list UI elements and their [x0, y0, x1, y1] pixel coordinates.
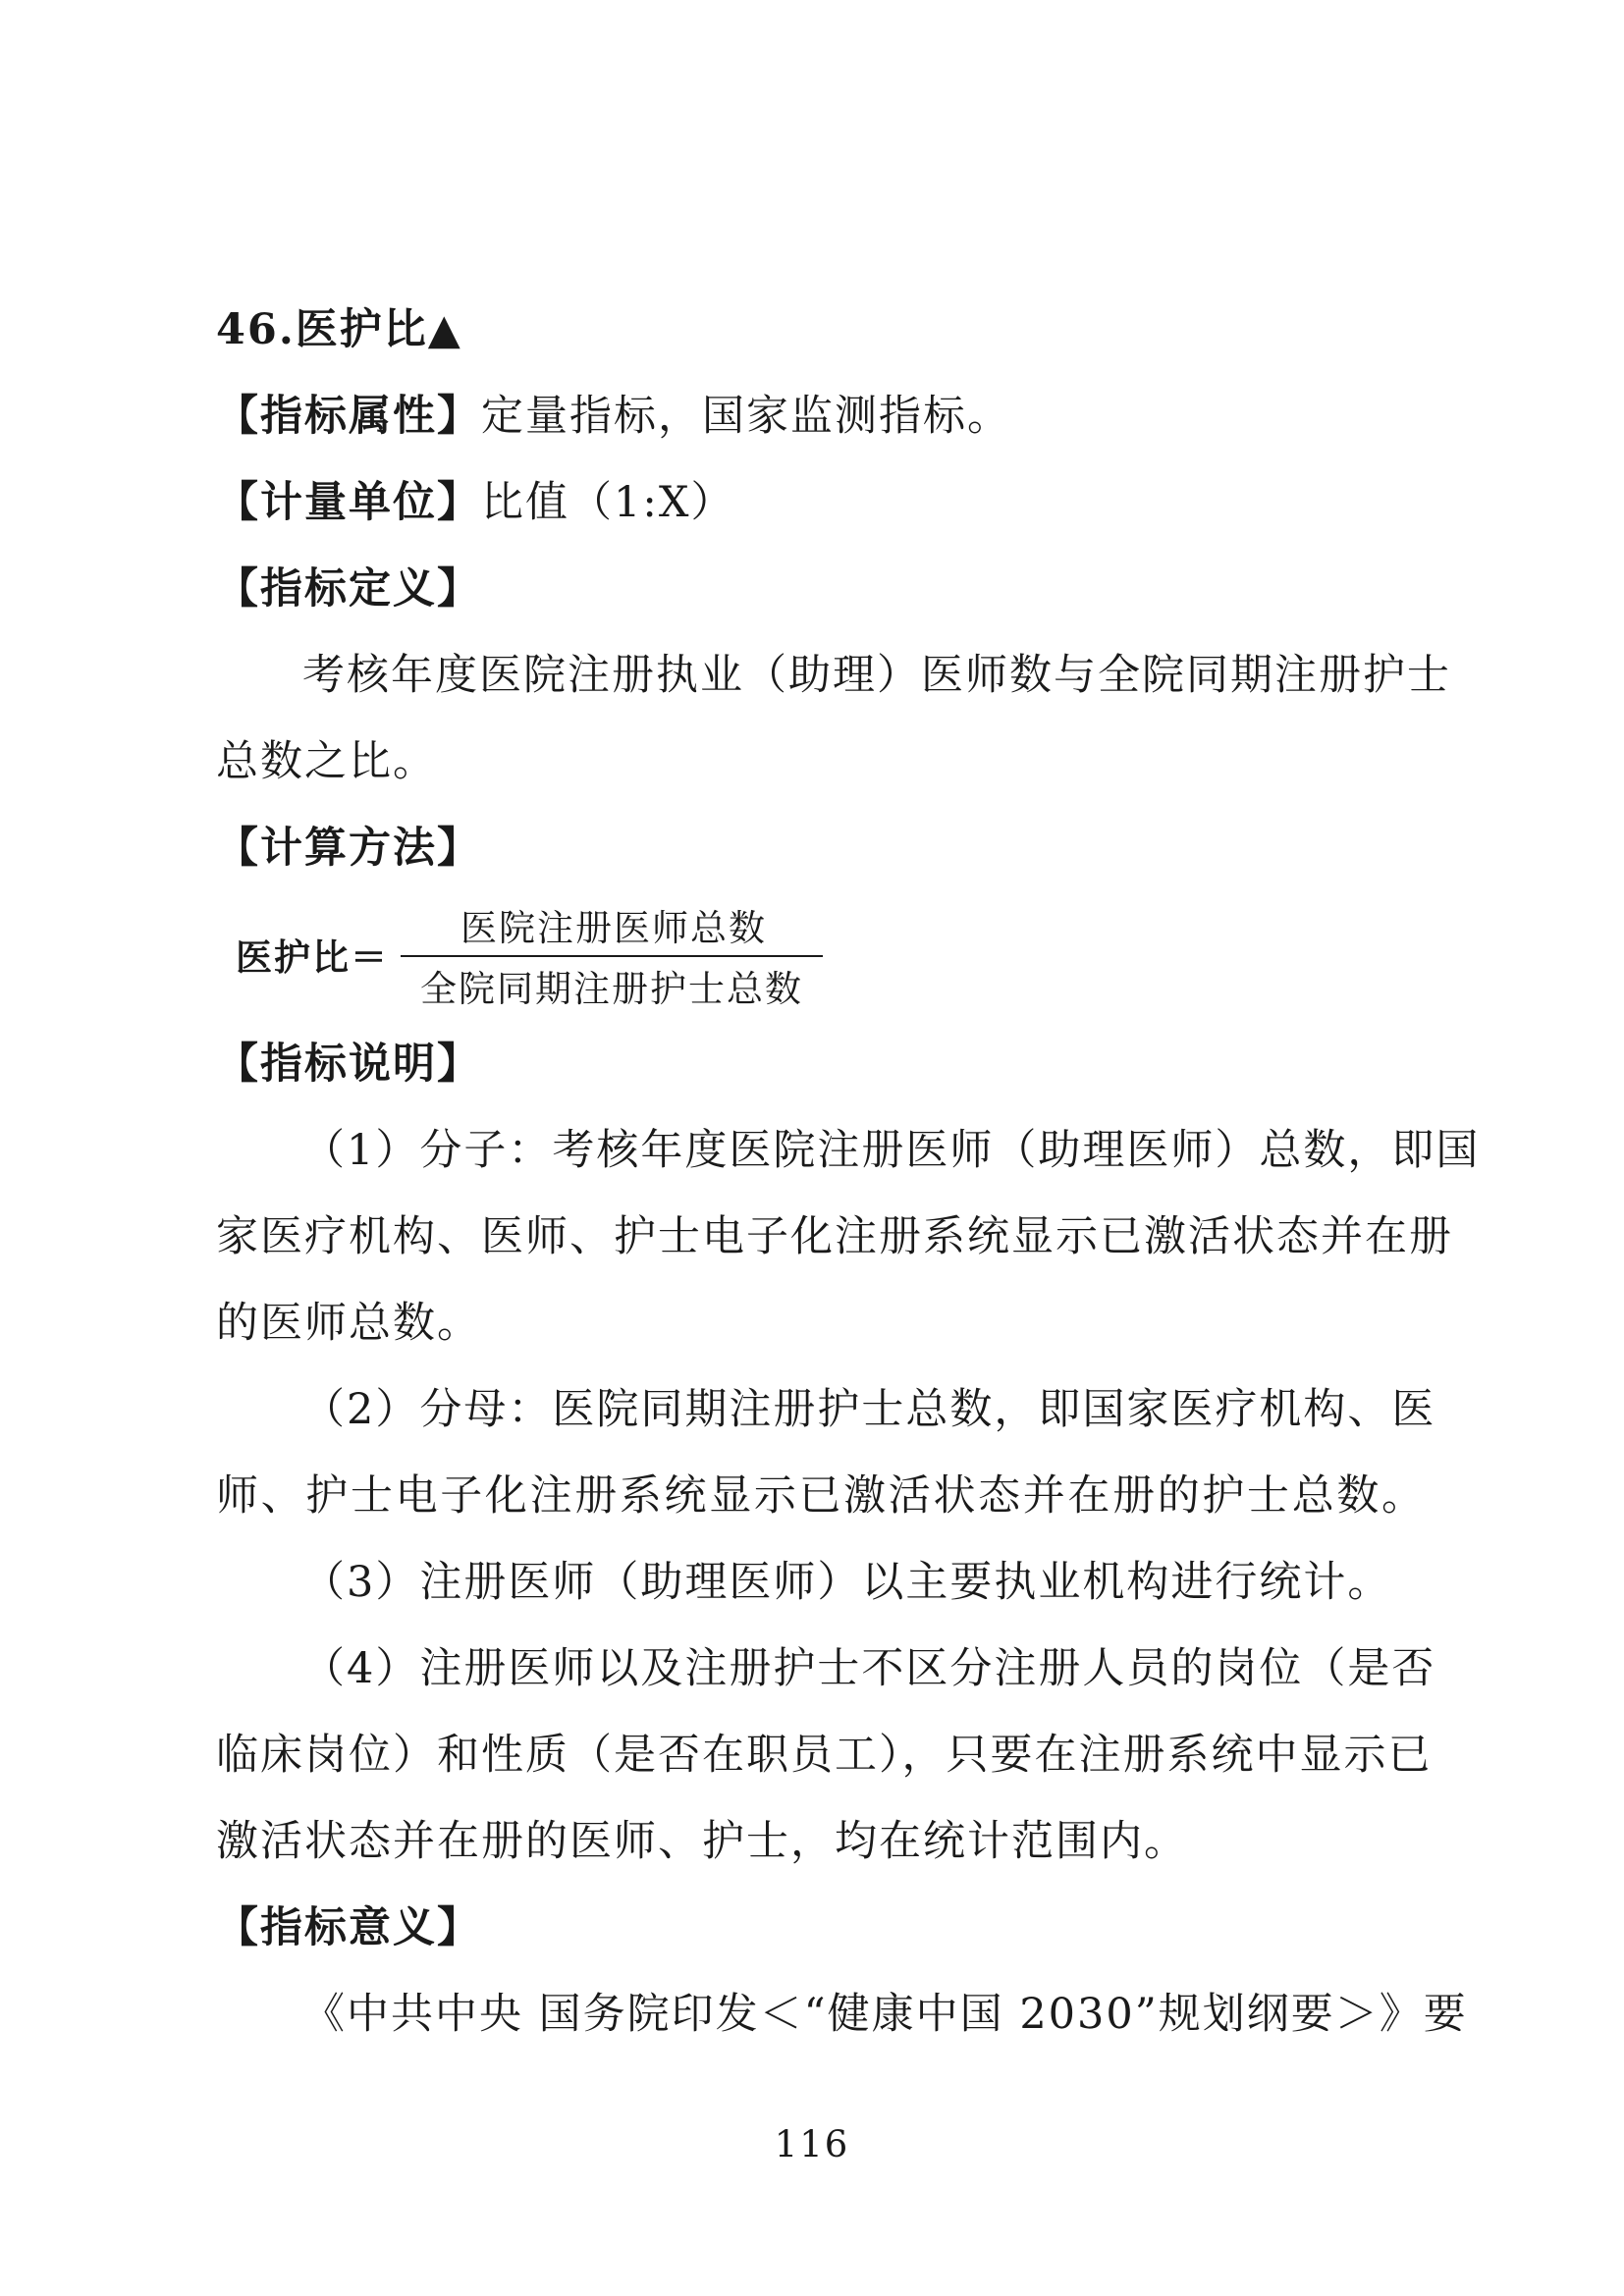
- unit-row: [216, 473, 1434, 532]
- attribute-value: 定量指标，国家监测指标。: [481, 392, 1011, 441]
- definition-label: 【指标定义】: [216, 564, 481, 614]
- notes-line: （2）分母：医院同期注册护士总数，即国家医疗机构、医: [302, 1385, 1436, 1434]
- attribute-row: [216, 387, 1434, 446]
- notes-line: （3）注册医师（助理医师）以主要执业机构进行统计。: [302, 1558, 1392, 1607]
- notes-line: 激活状态并在册的医师、护士，均在统计范围内。: [216, 1817, 1188, 1866]
- formula-left: 医护比＝: [236, 935, 389, 979]
- fraction-bar: [401, 955, 823, 957]
- notes-line: 师、护士电子化注册系统显示已激活状态并在册的护士总数。: [216, 1471, 1426, 1521]
- section-heading: 46.医护比▲: [216, 305, 462, 354]
- meaning-line: 《中共中央 国务院印发＜“健康中国 2030”规划纲要＞》要: [302, 1990, 1468, 2039]
- formula-denominator: 全院同期注册护士总数: [420, 968, 803, 1010]
- unit-label: 【计量单位】: [216, 478, 481, 527]
- definition-line: 总数之比。: [216, 737, 437, 786]
- notes-label: 【指标说明】: [216, 1040, 481, 1089]
- formula-numerator: 医院注册医师总数: [460, 907, 767, 949]
- method-label: 【计算方法】: [216, 824, 481, 873]
- notes-line: （4）注册医师以及注册护士不区分注册人员的岗位（是否: [302, 1644, 1436, 1693]
- attribute-label: 【指标属性】: [216, 392, 481, 441]
- notes-line: 的医师总数。: [216, 1299, 481, 1348]
- notes-line: 临床岗位）和性质（是否在职员工），只要在注册系统中显示已: [216, 1731, 1433, 1780]
- notes-line: （1）分子：考核年度医院注册医师（助理医师）总数，即国: [302, 1126, 1481, 1175]
- meaning-label: 【指标意义】: [216, 1903, 481, 1952]
- formula: [236, 898, 825, 1016]
- unit-value: 比值（1:X）: [481, 478, 735, 527]
- definition-line: 考核年度医院注册执业（助理）医师数与全院同期注册护士: [302, 651, 1451, 700]
- page-number: 116: [774, 2123, 850, 2165]
- notes-line: 家医疗机构、医师、护士电子化注册系统显示已激活状态并在册: [216, 1212, 1453, 1261]
